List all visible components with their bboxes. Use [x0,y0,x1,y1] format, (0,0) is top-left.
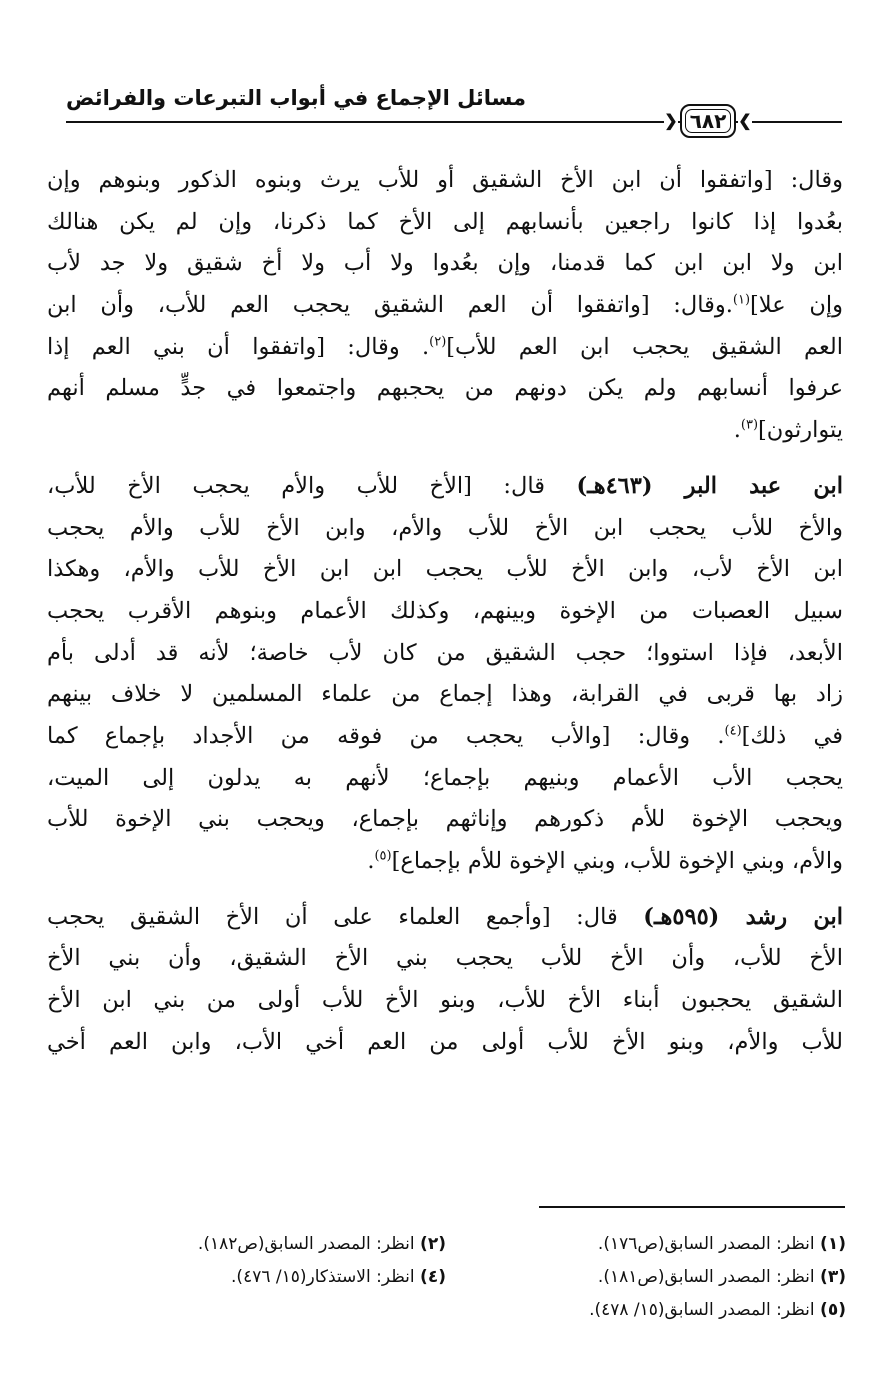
page-number-frame [680,104,736,138]
paragraph-3 [47,897,843,1064]
footnote-row [46,1228,846,1261]
footnote-4 [46,1261,446,1294]
running-header-title: مسائل الإجماع في أبواب التبرعات والفرائض [66,86,526,110]
paragraph-gap [47,452,843,466]
footnote-number: (٥) [820,1300,846,1320]
line-text: . [367,848,375,874]
line-text: وإن علا] [750,292,843,319]
paragraph-2 [47,466,843,883]
footnote-number: (١) [820,1234,846,1254]
text-line [47,716,843,758]
line-text: عرفوا أنسابهم ولم يكن دونهم من يحجبهم واجتمعوا في جدٍّ مسلم أنهم [47,375,843,402]
line-text: وقال: [واتفقوا أن ابن الأخ الشقيق أو للأب يرث وبنوه الذكور وبنوهم وإن [47,167,843,193]
line-text: للأب والأم، وبنو الأخ للأب أولى من العم أخي الأب، وابن العم أخي [47,1028,843,1055]
footnote-3 [446,1261,846,1294]
scholar-name: ابن رشد (٥٩٥هـ) [643,903,843,930]
text-line [47,508,843,550]
text-line [47,466,843,508]
footnote-row [46,1261,846,1294]
footnote-number: (٢) [420,1234,446,1254]
footnote-ref[interactable]: (٣) [740,417,759,433]
text-line [47,938,843,980]
scholar-name: ابن عبد البر (٤٦٣هـ) [576,472,843,499]
footnote-text: انظر: المصدر السابق(ص١٧٦). [597,1234,821,1254]
text-line [47,549,843,591]
text-line [47,285,843,327]
text-line [47,633,843,675]
line-text: .وقال: [واتفقوا أن العم الشقيق يحجب العم للأب، وأن ابن [47,292,733,319]
line-text: بعُدوا إذا كانوا راجعين بأنسابهم إلى الأخ كما ذكرنا، وإن لم يكن هنالك [47,208,843,235]
paragraph-1 [47,160,843,452]
text-line [47,897,843,939]
line-text: الأخ للأب، وأن الأخ للأب يحجب بني الأخ الشقيق، وأن بني الأخ [47,945,843,972]
ornament-left-icon: ❮ [664,111,678,130]
line-text: . وقال: [واتفقوا أن بني العم إذا [47,333,430,360]
footnote-text: انظر: المصدر السابق(ص١٨١). [597,1267,821,1287]
line-text: ويحجب الإخوة للأم ذكورهم وإناثهم بإجماع، ويحجب بني الإخوة للأب [47,806,843,833]
footnote-1 [446,1228,846,1261]
line-text: قال: [وأجمع العلماء على أن الأخ الشقيق يحجب [47,903,644,930]
line-text: في ذلك] [741,722,843,749]
line-text: . وقال: [والأب يحجب من فوقه من الأجداد بإجماع كما [47,722,725,749]
footnote-ref[interactable]: (١) [732,292,751,308]
text-line [47,799,843,841]
text-line [47,758,843,800]
text-line [47,202,843,244]
footnote-text: انظر: الاستذكار(١٥/ ٤٧٦). [231,1267,421,1287]
text-line [47,1022,843,1064]
text-line [47,980,843,1022]
ornament-right-icon: ❯ [738,111,752,130]
footnote-number: (٣) [820,1267,846,1287]
line-text: ابن الأخ لأب، وابن الأخ للأب يحجب ابن ابن الأخ للأب والأم، وهكذا [47,556,843,583]
line-text: سبيل العصبات من الإخوة وبينهم، وكذلك الأعمام وبنوهم الأقرب يحجب [47,597,843,624]
paragraph-gap [47,883,843,897]
line-text: . [733,417,741,444]
line-text: قال: [الأخ للأب والأم يحجب الأخ للأب، [47,472,577,499]
body-text [47,160,843,1063]
text-line [47,841,843,883]
footnote-text: انظر: المصدر السابق(١٥/ ٤٧٨). [589,1300,821,1320]
line-text: العم الشقيق يحجب ابن العم للأب] [446,333,843,360]
footnotes [46,1228,846,1327]
footnote-ref[interactable]: (٥) [374,848,392,864]
footnote-ref[interactable]: (٢) [429,334,447,350]
text-line [47,591,843,633]
footnote-text: انظر: المصدر السابق(ص١٨٢). [197,1234,421,1254]
line-text: الشقيق يحجبون أبناء الأخ للأب، وبنو الأخ للأب أولى من بني ابن الأخ [47,987,843,1014]
footnote-ref[interactable]: (٤) [724,723,742,739]
text-line [47,410,843,452]
line-text: زاد بها قربى في القرابة، وهذا إجماع من علماء المسلمين لا خلاف بينهم [47,681,843,708]
line-text: الأبعد، فإذا استووا؛ حجب الشقيق من كان لأب خاصة؛ لأنه قد أدلى بأم [47,639,843,666]
footnote-2 [46,1228,446,1261]
footnote-number: (٤) [420,1267,446,1287]
line-text: ابن ولا ابن ابن كما قدمنا، وإن بعُدوا ولا أب ولا أخ شقيق ولا جد لأب [47,250,843,277]
line-text: والأخ للأب يحجب ابن الأخ للأب والأم، وابن الأخ للأب والأم يحجب [47,514,843,541]
text-line [47,368,843,410]
text-line [47,243,843,285]
line-text: يتوارثون] [758,417,843,444]
footnote-row [46,1294,846,1327]
line-text: يحجب الأب الأعمام وبنيهم بإجماع؛ لأنهم به يدلون إلى الميت، [47,764,843,791]
text-line [47,160,843,202]
text-line [47,327,843,369]
text-line [47,674,843,716]
page-number: ٦٨٢ [689,109,727,133]
footnote-5 [406,1294,846,1327]
footnote-rule [539,1206,845,1208]
line-text: والأم، وبني الإخوة للأب، وبني الإخوة للأم بإجماع] [391,848,843,874]
